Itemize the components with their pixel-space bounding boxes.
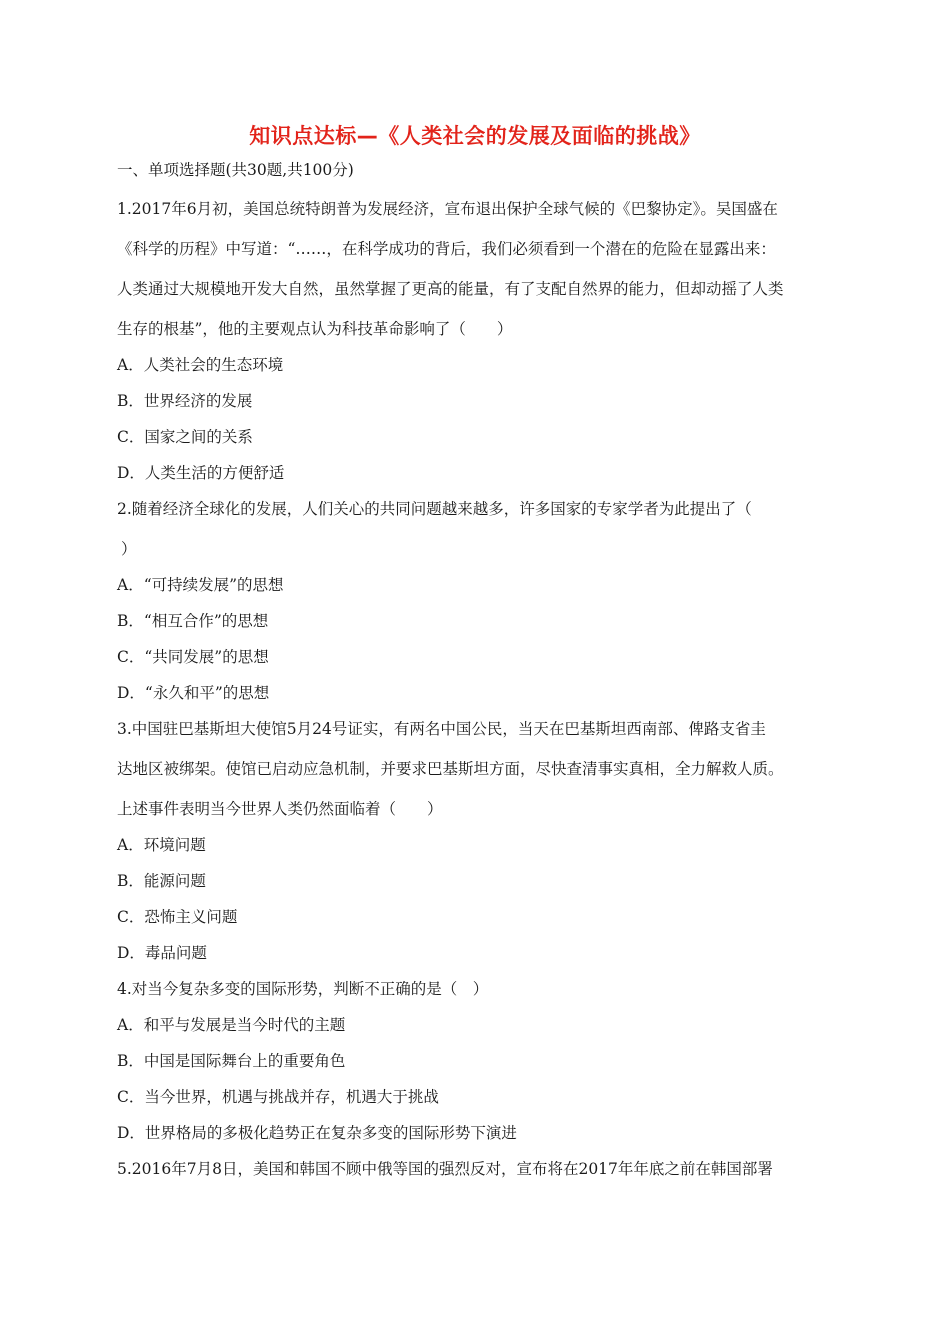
- question-1-option-a: A．人类社会的生态环境: [117, 356, 284, 374]
- question-3-option-b: B．能源问题: [117, 872, 206, 890]
- question-3-option-a: A．环境问题: [117, 836, 206, 854]
- question-1-option-b: B．世界经济的发展: [117, 392, 253, 410]
- question-4-option-b: B．中国是国际舞台上的重要角色: [117, 1052, 346, 1070]
- question-2-option-a: A．“可持续发展”的思想: [117, 576, 284, 594]
- question-3-stem-line-1: 3.中国驻巴基斯坦大使馆5月24号证实，有两名中国公民，当天在巴基斯坦西南部、俾路支省圭: [117, 720, 766, 738]
- question-2-option-d: D．“永久和平”的思想: [117, 684, 270, 702]
- document-title: 知识点达标—《人类社会的发展及面临的挑战》: [249, 124, 701, 148]
- question-1-stem-line-1: 1.2017年6月初，美国总统特朗普为发展经济，宣布退出保护全球气候的《巴黎协定》。吴国盛在: [117, 200, 778, 218]
- question-2: [117, 499, 847, 703]
- question-2-stem-line-2: ）: [121, 540, 137, 558]
- question-4-stem-line-1: 4.对当今复杂多变的国际形势，判断不正确的是（ ）: [117, 980, 489, 998]
- question-3-option-c: C．恐怖主义问题: [117, 908, 238, 926]
- document-body: [117, 160, 847, 1199]
- question-3-stem-line-2: 达地区被绑架。使馆已启动应急机制，并要求巴基斯坦方面，尽快查清事实真相，全力解救人质。: [117, 760, 784, 778]
- section-heading: 一、单项选择题(共30题,共100分): [117, 161, 354, 179]
- question-5-stem-line-1: 5.2016年7月8日，美国和韩国不顾中俄等国的强烈反对，宣布将在2017年年底之前在韩国部署: [117, 1160, 773, 1178]
- question-4-option-a: A．和平与发展是当今时代的主题: [117, 1016, 346, 1034]
- question-2-option-b: B．“相互合作”的思想: [117, 612, 269, 630]
- question-5: [117, 1159, 847, 1179]
- question-4-option-d: D．世界格局的多极化趋势正在复杂多变的国际形势下演进: [117, 1124, 517, 1142]
- question-1-stem-line-3: 人类通过大规模地开发大自然，虽然掌握了更高的能量，有了支配自然界的能力，但却动摇了人类: [117, 280, 784, 298]
- question-1-stem-line-4: 生存的根基”，他的主要观点认为科技革命影响了（ ）: [117, 320, 513, 338]
- question-1: [117, 199, 847, 483]
- question-2-stem-line-1: 2.随着经济全球化的发展，人们关心的共同问题越来越多，许多国家的专家学者为此提出了（: [117, 500, 752, 518]
- question-3-option-d: D．毒品问题: [117, 944, 207, 962]
- question-4: [117, 979, 847, 1143]
- question-2-option-c: C．“共同发展”的思想: [117, 648, 269, 666]
- question-3: [117, 719, 847, 963]
- question-1-option-c: C．国家之间的关系: [117, 428, 253, 446]
- question-3-stem-line-3: 上述事件表明当今世界人类仍然面临着（ ）: [117, 800, 443, 818]
- question-1-stem-line-2: 《科学的历程》中写道：“……，在科学成功的背后，我们必须看到一个潜在的危险在显露出来：: [117, 240, 776, 258]
- question-1-option-d: D．人类生活的方便舒适: [117, 464, 285, 482]
- question-4-option-c: C．当今世界，机遇与挑战并存，机遇大于挑战: [117, 1088, 439, 1106]
